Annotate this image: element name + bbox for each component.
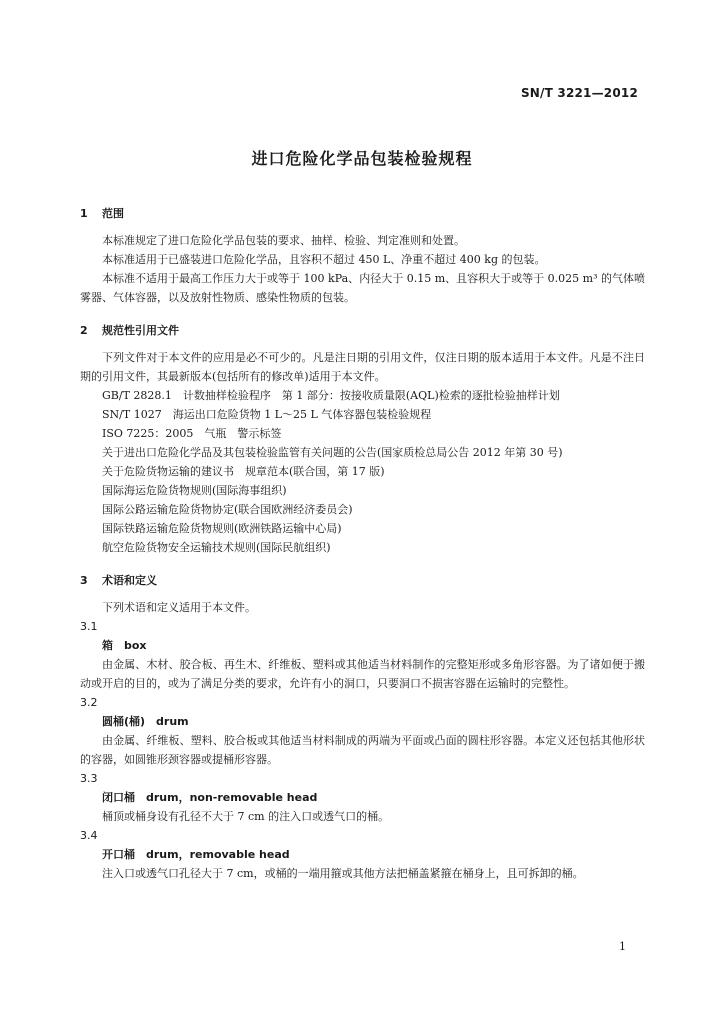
term-number: 3.3 bbox=[80, 772, 98, 785]
reference-item: 国际海运危险货物规则(国际海事组织) bbox=[102, 484, 287, 497]
term-name: 闭口桶 drum，non-removable head bbox=[102, 791, 318, 804]
reference-item: 国际铁路运输危险货物规则(欧洲铁路运输中心局) bbox=[102, 522, 342, 535]
reference-item: 关于危险货物运输的建议书 规章范本(联合国，第 17 版) bbox=[102, 465, 385, 478]
term-name: 开口桶 drum，removable head bbox=[102, 848, 290, 861]
term-definition: 由金属、木材、胶合板、再生木、纤维板、塑料或其他适当材料制作的完整矩形或多角形容器。为了诸如便于搬动或开启的目的，或为了满足分类的要求，允许有小的洞口，只要洞口不损害容器在运输时的完整性。 bbox=[80, 658, 645, 690]
term-definition: 由金属、纤维板、塑料、胶合板或其他适当材料制成的两端为平面或凸面的圆柱形容器。本定义还包括其他形状的容器，如圆锥形颈容器或提桶形容器。 bbox=[80, 734, 645, 766]
paragraph: 本标准适用于已盛装进口危险化学品，且容积不超过 450 L、净重不超过 400 kg 的包装。 bbox=[102, 253, 546, 266]
paragraph: 本标准不适用于最高工作压力大于或等于 100 kPa、内径大于 0.15 m、且容积大于或等于 0.025 m³ 的气体喷雾器、气体容器，以及放射性物质、感染性物质的包装。 bbox=[80, 272, 645, 304]
section-heading-normative-references bbox=[80, 321, 645, 340]
reference-item: 航空危险货物安全运输技术规则(国际民航组织) bbox=[102, 541, 331, 554]
document-body bbox=[80, 204, 645, 883]
term-definition: 注入口或透气口孔径大于 7 cm，或桶的一端用箍或其他方法把桶盖紧箍在桶身上，且可拆卸的桶。 bbox=[102, 867, 584, 880]
section-title: 范围 bbox=[102, 207, 124, 220]
section-heading-terms bbox=[80, 571, 645, 590]
standard-code: SN/T 3221—2012 bbox=[520, 86, 638, 100]
section-number: 2 bbox=[80, 324, 88, 337]
paragraph: 下列文件对于本文件的应用是必不可少的。凡是注日期的引用文件，仅注日期的版本适用于本文件。凡是不注日期的引用文件，其最新版本(包括所有的修改单)适用于本文件。 bbox=[80, 351, 645, 383]
page-title: 进口危险化学品包装检验规程 bbox=[251, 149, 473, 168]
section-title: 术语和定义 bbox=[102, 574, 157, 587]
term-definition: 桶顶或桶身设有孔径不大于 7 cm 的注入口或透气口的桶。 bbox=[102, 810, 390, 823]
reference-item: GB/T 2828.1 计数抽样检验程序 第 1 部分：按接收质量限(AQL)检索的逐批检验抽样计划 bbox=[102, 389, 560, 402]
term-number: 3.2 bbox=[80, 696, 98, 709]
term-number: 3.4 bbox=[80, 829, 98, 842]
reference-item: 关于进出口危险化学品及其包装检验监管有关问题的公告(国家质检总局公告 2012 年第 30 号) bbox=[102, 446, 563, 459]
term-name: 圆桶(桶) drum bbox=[102, 715, 189, 728]
reference-item: ISO 7225：2005 气瓶 警示标签 bbox=[102, 427, 282, 440]
paragraph: 本标准规定了进口危险化学品包装的要求、抽样、检验、判定准则和处置。 bbox=[102, 234, 465, 247]
paragraph: 下列术语和定义适用于本文件。 bbox=[102, 601, 256, 614]
section-heading-scope bbox=[80, 204, 645, 223]
section-title: 规范性引用文件 bbox=[102, 324, 179, 337]
term-number: 3.1 bbox=[80, 620, 98, 633]
term-name: 箱 box bbox=[102, 639, 147, 652]
page-number: 1 bbox=[619, 940, 626, 953]
section-number: 3 bbox=[80, 574, 88, 587]
reference-item: SN/T 1027 海运出口危险货物 1 L～25 L 气体容器包装检验规程 bbox=[102, 408, 432, 421]
section-number: 1 bbox=[80, 207, 88, 220]
reference-item: 国际公路运输危险货物协定(联合国欧洲经济委员会) bbox=[102, 503, 353, 516]
